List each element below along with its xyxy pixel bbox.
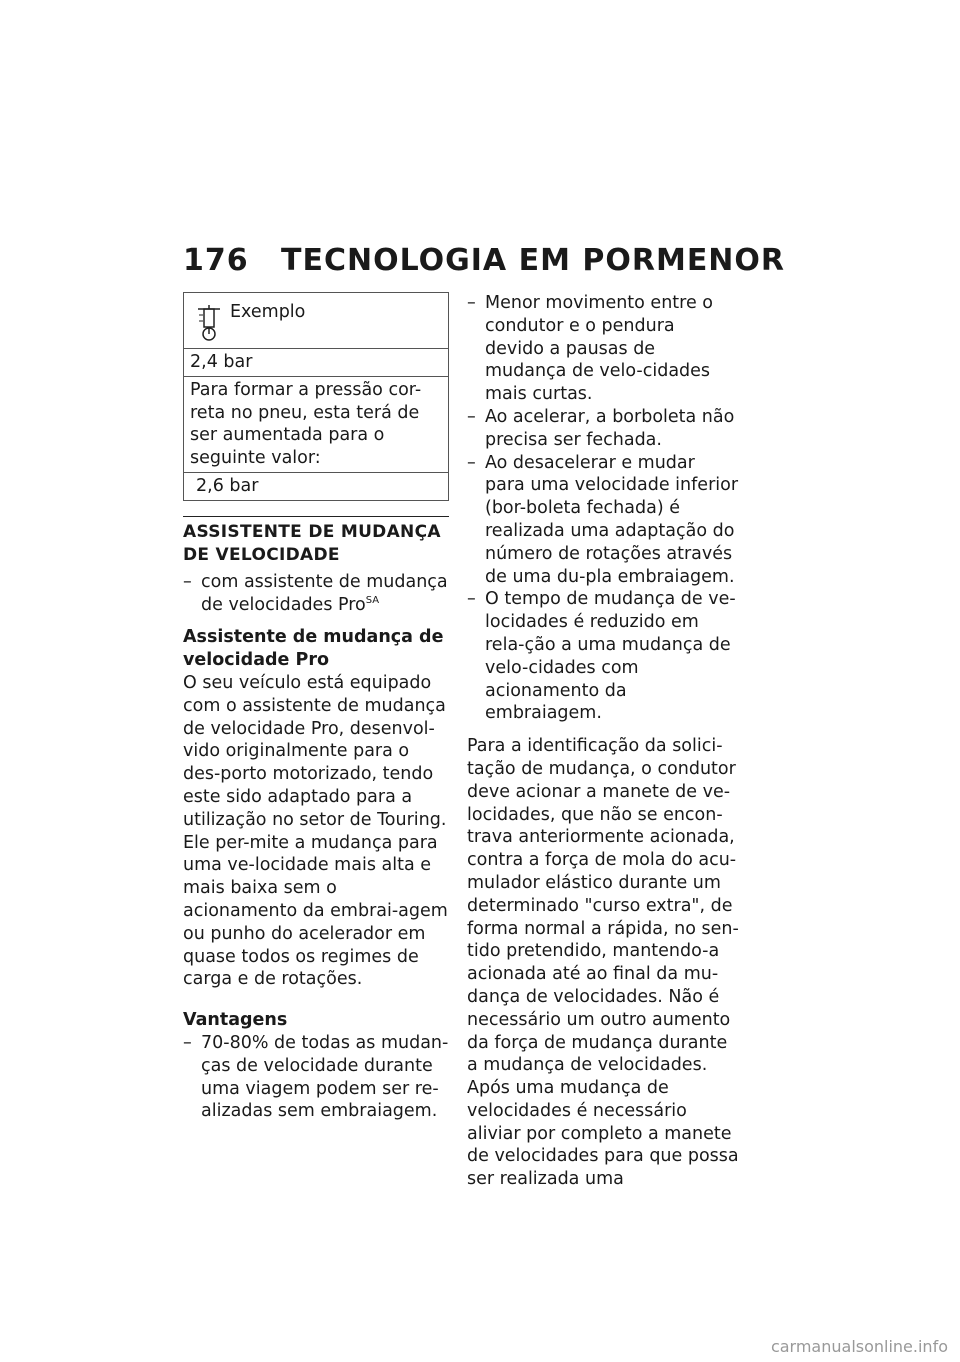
section-title-line: ASSISTENTE DE MUDANÇA: [183, 521, 441, 542]
page-title: TECNOLOGIA EM PORMENOR: [281, 243, 786, 278]
list-item: [183, 571, 449, 617]
page-header: [183, 243, 786, 278]
left-column: [183, 292, 449, 1123]
tire-pressure-gauge-icon: [196, 303, 222, 343]
list-item: – Ao acelerar, a borboleta não precisa ser fechada.: [467, 406, 739, 452]
section-title-line: DE VELOCIDADE: [183, 544, 340, 565]
example-description: Para formar a pressão cor-reta no pneu, esta terá de ser aumentada para o seguinte valor:: [184, 376, 449, 472]
list-item: – Ao desacelerar e mudar para uma velocidade inferior (bor-boleta fechada) é realizada uma adaptação do número de rotações através de uma du-pla embraiagem.: [467, 452, 739, 589]
option-list: [183, 571, 449, 617]
subsection-title: Assistente de mudança de velocidade Pro: [183, 627, 444, 671]
page-number: 176: [183, 243, 249, 278]
list-item: – 70-80% de todas as mudan-ças de velocidade durante uma viagem podem ser re-alizadas sem embraiagem.: [183, 1032, 449, 1123]
example-value-current: 2,4 bar: [184, 349, 449, 377]
section-title: [183, 516, 449, 567]
body-paragraph: Para a identificação da solici-tação de mudança, o condutor deve acionar a manete de ve-locidades, que não se encon-trava anteriormente acionada, contra a força de mola do acu-mulador elástico durante um determinado "curso extra", de forma normal a rápida, no sen-tido pretendido, mantendo-a acionada até ao final da mu-dança de velocidades. Não é necessário um outro aumento da força de mudança durante a mudança de velocidades. Após uma mudança de velocidades é necessário aliviar por completo a manete de velocidades para que possa ser realizada uma: [467, 736, 739, 1190]
example-title: Exemplo: [230, 302, 306, 322]
watermark: carmanualsonline.info: [770, 1337, 948, 1356]
advantages-list-continued: [467, 292, 739, 725]
list-item: – O tempo de mudança de ve-locidades é reduzido em rela-ção a uma mudança de velo-cidades com acionamento da embraiagem.: [467, 588, 739, 725]
example-value-target: 2,6 bar: [184, 472, 449, 500]
option-text: com assistente de mudança de velocidades Pro: [201, 571, 448, 615]
right-column: [467, 292, 739, 1191]
advantages-list: [183, 1032, 449, 1123]
option-superscript: SA: [365, 594, 380, 606]
advantages-title: Vantagens: [183, 1010, 288, 1031]
example-table: [183, 292, 449, 501]
intro-paragraph: O seu veículo está equipado com o assistente de mudança de velocidade Pro, desenvol-vido originalmente para o des-porto motorizado, tendo este sido adaptado para a utilização no setor de Touring. Ele per-mite a mudança para uma ve-locidade mais alta e mais baixa sem o acionamento da embrai-agem ou punho do acelerador em quase todos os regimes de carga e de rotações.: [183, 672, 448, 990]
list-item: – Menor movimento entre o condutor e o pendura devido a pausas de mudança de velo-cidades mais curtas.: [467, 292, 739, 406]
